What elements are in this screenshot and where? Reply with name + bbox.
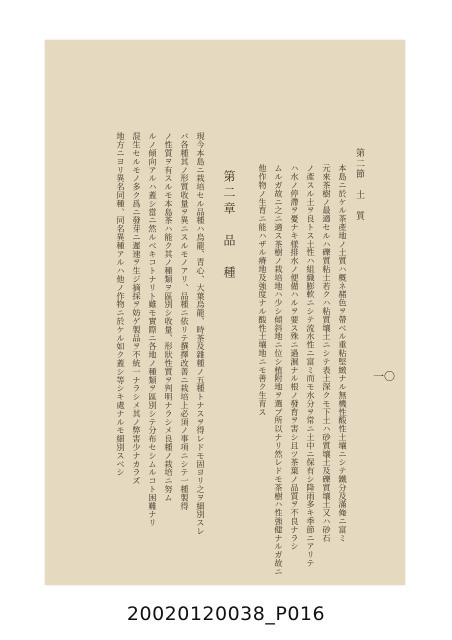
section-line-5: ムルガ故ニ之ニ適ス茶樹ノ栽培地ハ少シ傾斜地ニ位シ植附地ヲ選ブ所以ナリ然レドモ茶樹ハ性強健ナルガ故ニ bbox=[274, 164, 284, 576]
page-number: 一〇 bbox=[373, 370, 395, 383]
section-line-6: 他作物ノ生育ニ能ハザル瘠地及強度ナル酸性土壤地ニモ善ク生育ス bbox=[258, 164, 268, 416]
image-id-caption: 20020120038_P016 bbox=[126, 603, 326, 625]
section-line-2: 元來茶樹ノ最適セルハ礫質粘土若クハ粘質壤土ニシテ表土深クモ下土ハ砂質壤土及礫質壤土又ハ砂石 bbox=[322, 164, 332, 542]
chapter-heading: 第二章 品 種 bbox=[222, 170, 236, 282]
section-line-1: 本島ニ於ケル茶產地ノ土質ハ概ネ赭色ヲ帶ベル重粘堅緻ナル無機性酸性土壤ニシテ鐵分及滿俺ニ富ミ bbox=[338, 164, 348, 542]
chapter-line-5: 混生セルモノ多ク爲ニ發芽ニ遲速ヲ生ジ摘採ヲ妨ゲ製品ヲ不統一ナラシメ其ノ弊害少ナカラズ bbox=[132, 132, 142, 485]
chapter-line-2: バ各種其ノ形質收量ヲ異ニスルモノアリ、品種ニ依リテ撰擇改善ニ栽培上必須ノ事項ニシテ一種製得 bbox=[180, 132, 190, 510]
chapter-line-3: ノ性質ヲ有スルモ本島茶ハ能ク其ノ種類ヲ區別シ收量、形狀性質ヲ判明ナラシメ良種ノ栽培ニ努ム bbox=[164, 132, 174, 502]
book-page bbox=[45, 40, 405, 585]
section-line-3: ノ產スル土ヲ良トス土性ハ組織膨軟ニシテ流水性ニ富ミ而モ水分ヲ常ニ土中ニ保有シ降雨多キ季節ニアリテ bbox=[306, 164, 316, 568]
section-heading: 第二節 土 質 bbox=[354, 148, 364, 222]
section-line-4: ハ水ノ停滯ヲ憂ナキ様排水ノ便備ハルヲ要ス殊ニ過濕ナル根ノ發育ヲ害シ且ツ茶葉ノ品質ヲ不良ナラシ bbox=[290, 164, 300, 551]
chapter-line-4: ルノ傾向アルハ蓋シ當ニ然ルベキコトナリト雖モ實際ニ各地ノ種類ヲ區別シテ分布セシムルコト困難ナリ bbox=[148, 132, 158, 527]
chapter-line-6: 地方ニヨリ異名同種、同名異種アルハ他ノ作物ニ於ケル如ク蓋シ等シキ處ナルモ細別スベシ bbox=[116, 132, 126, 477]
chapter-line-1: 現今本島ニ栽培セル品種ハ烏龍、青心、大葉烏龍、時茶及雜種ノ五種トナスヲ得レドモ固ヨリ之ヲ細別スレ bbox=[196, 132, 206, 536]
